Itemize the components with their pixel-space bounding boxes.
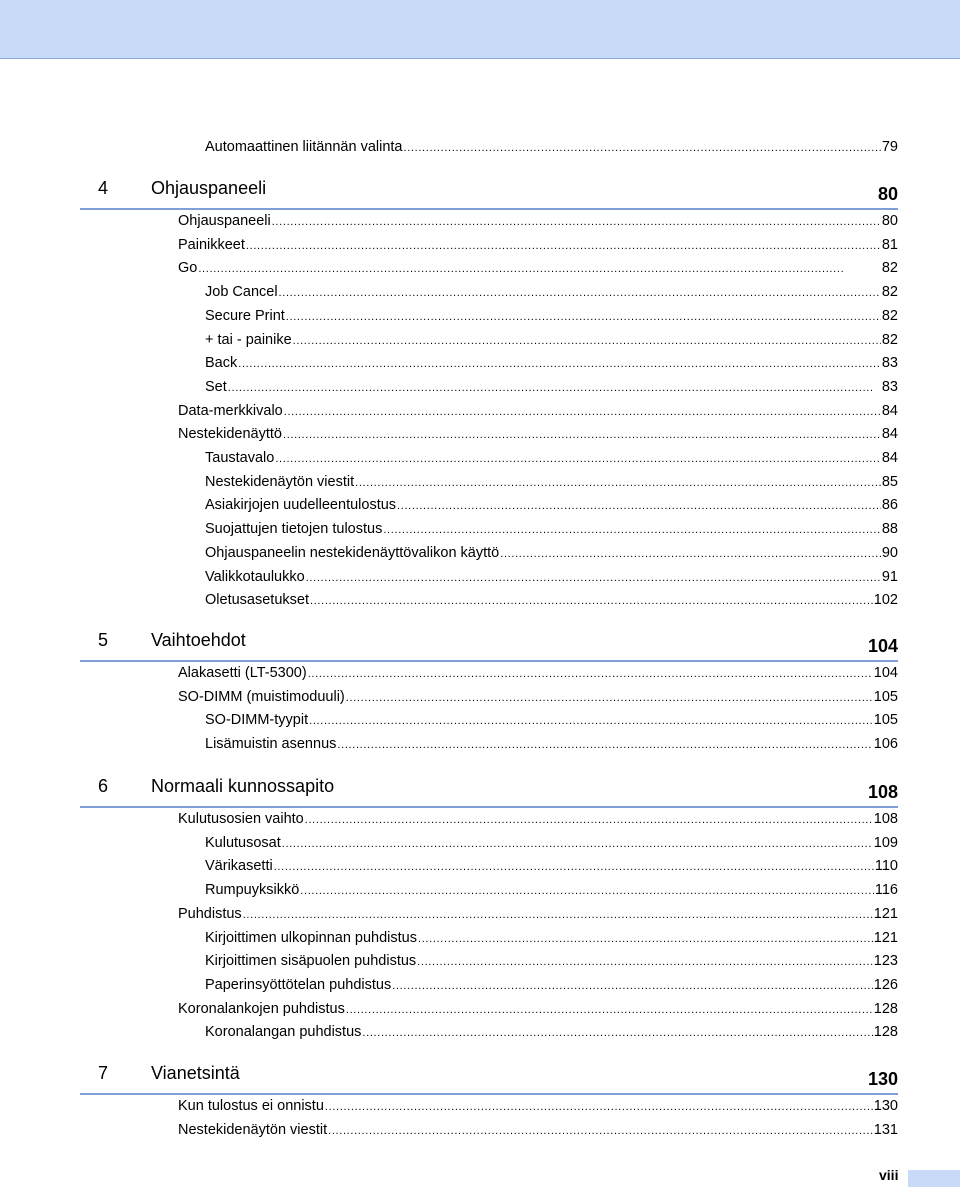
chapter-heading[interactable] xyxy=(80,1063,898,1095)
dot-leader xyxy=(309,711,873,731)
dot-leader xyxy=(308,664,873,684)
toc-entry-label: Kirjoittimen ulkopinnan puhdistus xyxy=(205,929,417,946)
toc-entry[interactable] xyxy=(205,353,898,373)
dot-leader xyxy=(293,331,881,351)
toc-entry-label: Ohjauspaneelin nestekidenäyttövalikon käyttö xyxy=(205,544,500,561)
toc-entry[interactable] xyxy=(205,975,898,995)
toc-entry-label: Kirjoittimen sisäpuolen puhdistus xyxy=(205,953,417,970)
dot-leader xyxy=(272,212,881,232)
toc-entry[interactable] xyxy=(178,258,898,278)
dot-leader xyxy=(283,425,881,445)
toc-entry[interactable] xyxy=(205,495,898,515)
toc-entry-label: Ohjauspaneeli xyxy=(178,213,271,229)
toc-entry[interactable] xyxy=(178,424,898,444)
dot-leader xyxy=(275,449,881,469)
toc-entry[interactable] xyxy=(205,306,898,326)
toc-entry-page: 90 xyxy=(881,544,898,561)
chapter-number: 5 xyxy=(98,630,109,650)
toc-entry-label: Puhdistus xyxy=(178,905,242,922)
chapter-heading[interactable] xyxy=(80,776,898,808)
dot-leader xyxy=(305,810,873,830)
header-band xyxy=(0,0,960,59)
toc-entry-label: Kulutusosat xyxy=(205,834,281,851)
toc-entry[interactable] xyxy=(205,472,898,492)
chapter-page: 108 xyxy=(867,782,898,802)
dot-leader xyxy=(355,473,881,493)
dot-leader xyxy=(383,520,881,540)
toc-entry-page: 80 xyxy=(881,213,898,229)
toc-entry-page: 121 xyxy=(873,929,898,946)
toc-entry[interactable] xyxy=(205,833,898,853)
toc-entry[interactable] xyxy=(178,211,898,231)
toc-entry-label: Alakasetti (LT-5300) xyxy=(178,665,307,681)
toc-entry[interactable] xyxy=(178,687,898,707)
toc-entry-page: 121 xyxy=(873,905,898,922)
toc-entry-label: Koronalangan puhdistus xyxy=(205,1024,362,1041)
toc-entry[interactable] xyxy=(205,519,898,539)
chapter-title: Vaihtoehdot xyxy=(151,630,246,650)
chapter-title: Ohjauspaneeli xyxy=(151,178,267,198)
toc-entry-label: Oletusasetukset xyxy=(205,592,309,609)
toc-entry[interactable] xyxy=(205,928,898,948)
chapter-page: 104 xyxy=(867,636,898,656)
chapter-number: 4 xyxy=(98,178,109,198)
toc-entry-label: Go xyxy=(178,260,198,277)
dot-leader xyxy=(243,905,873,925)
toc-entry-page: 130 xyxy=(873,1098,898,1114)
toc-entry-label: Back xyxy=(205,355,238,372)
toc-entry[interactable] xyxy=(205,567,898,587)
toc-entry[interactable] xyxy=(205,330,898,350)
toc-entry[interactable] xyxy=(178,235,898,255)
toc-entry-page: 110 xyxy=(874,858,898,875)
dot-leader xyxy=(300,881,874,901)
toc-entry-page: 123 xyxy=(873,953,898,970)
toc-entry[interactable] xyxy=(205,710,898,730)
toc-entry[interactable] xyxy=(178,1120,898,1140)
toc-entry-page: 88 xyxy=(881,521,898,538)
dot-leader xyxy=(310,591,873,611)
chapter-page: 130 xyxy=(867,1069,898,1089)
dot-leader xyxy=(284,402,881,422)
toc-entry[interactable] xyxy=(205,880,898,900)
toc-entry-label: Värikasetti xyxy=(205,858,273,875)
toc-entry-label: Rumpuyksikkö xyxy=(205,882,300,899)
toc-entry-label: Job Cancel xyxy=(205,284,278,301)
chapter-title: Normaali kunnossapito xyxy=(151,776,335,796)
toc-entry-page: 84 xyxy=(881,402,898,419)
dot-leader xyxy=(286,307,881,327)
dot-leader xyxy=(325,1097,873,1117)
toc-entry-label: Automaattinen liitännän valinta xyxy=(205,139,403,155)
dot-leader xyxy=(279,283,881,303)
toc-entry-page: 84 xyxy=(881,450,898,466)
toc-entry-page: 105 xyxy=(873,712,898,729)
dot-leader xyxy=(274,857,874,877)
toc-entry[interactable] xyxy=(205,448,898,468)
toc-entry[interactable] xyxy=(205,377,898,397)
toc-entry-page: 126 xyxy=(873,976,898,993)
toc-entry[interactable] xyxy=(205,951,898,971)
toc-entry[interactable] xyxy=(178,999,898,1019)
toc-entry-label: Kulutusosien vaihto xyxy=(178,811,304,827)
toc-entry-page: 84 xyxy=(881,426,898,443)
dot-leader xyxy=(198,259,881,279)
dot-leader xyxy=(282,834,873,854)
toc-entry-label: Suojattujen tietojen tulostus xyxy=(205,521,383,538)
toc-entry-label: + tai - painike xyxy=(205,331,292,348)
toc-entry-label: Paperinsyöttötelan puhdistus xyxy=(205,976,392,993)
toc-entry[interactable] xyxy=(205,590,898,610)
toc-entry[interactable] xyxy=(178,809,898,829)
dot-leader xyxy=(397,496,881,516)
toc-entry-label: Nestekidenäyttö xyxy=(178,426,282,443)
toc-entry-label: SO-DIMM (muistimoduuli) xyxy=(178,688,345,705)
dot-leader xyxy=(228,378,881,398)
dot-leader xyxy=(417,952,873,972)
toc-entry[interactable] xyxy=(205,543,898,563)
chapter-page: 80 xyxy=(877,184,898,204)
dot-leader xyxy=(306,568,881,588)
toc-entry-label: Secure Print xyxy=(205,307,285,324)
toc-entry-label: Nestekidenäytön viestit xyxy=(205,473,355,490)
chapter-title: Vianetsintä xyxy=(151,1063,240,1083)
toc-entry-label: Set xyxy=(205,378,227,395)
toc-entry-label: Taustavalo xyxy=(205,450,275,466)
chapter-number: 7 xyxy=(98,1063,109,1083)
toc-entry-page: 86 xyxy=(881,497,898,514)
toc-entry-label: Asiakirjojen uudelleentulostus xyxy=(205,497,397,514)
toc-entry-label: Valikkotaulukko xyxy=(205,568,305,585)
toc-entry-page: 116 xyxy=(874,882,898,899)
chapter-heading[interactable] xyxy=(80,630,898,662)
dot-leader xyxy=(404,138,881,158)
toc-entry-page: 109 xyxy=(873,834,898,851)
toc-entry[interactable] xyxy=(205,282,898,302)
dot-leader xyxy=(392,976,873,996)
chapter-heading[interactable] xyxy=(80,178,898,210)
toc-entry-label: SO-DIMM-tyypit xyxy=(205,712,309,729)
dot-leader xyxy=(500,544,881,564)
toc-entry-page: 128 xyxy=(873,1024,898,1041)
toc-entry[interactable] xyxy=(178,904,898,924)
toc-entry-label: Painikkeet xyxy=(178,236,245,253)
chapter-number: 6 xyxy=(98,776,109,796)
toc-entry[interactable] xyxy=(205,856,898,876)
toc-entry-page: 102 xyxy=(873,592,898,609)
dot-leader xyxy=(362,1023,872,1043)
footer-tab xyxy=(908,1170,960,1187)
dot-leader xyxy=(418,929,873,949)
toc-entry-page: 82 xyxy=(881,284,898,301)
toc-entry-page: 83 xyxy=(881,378,898,395)
toc-entry-page: 79 xyxy=(881,139,898,155)
toc-entry[interactable] xyxy=(205,1022,898,1042)
toc-entry[interactable] xyxy=(178,663,898,683)
toc-entry-page: 83 xyxy=(881,355,898,372)
toc-entry-label: Lisämuistin asennus xyxy=(205,736,337,753)
toc-entry-page: 82 xyxy=(881,260,898,277)
dot-leader xyxy=(238,354,881,374)
toc-entry-label: Koronalankojen puhdistus xyxy=(178,1000,345,1017)
toc-entry-page: 81 xyxy=(881,236,898,253)
dot-leader xyxy=(346,688,873,708)
toc-entry-label: Data-merkkivalo xyxy=(178,402,283,419)
toc-entry-page: 82 xyxy=(881,331,898,348)
toc-entry-page: 108 xyxy=(873,811,898,827)
toc-entry-page: 128 xyxy=(873,1000,898,1017)
toc-entry-page: 85 xyxy=(881,473,898,490)
dot-leader xyxy=(346,1000,873,1020)
toc-entry-page: 82 xyxy=(881,307,898,324)
toc-entry-page: 131 xyxy=(873,1121,898,1138)
dot-leader xyxy=(246,236,881,256)
toc-entry[interactable] xyxy=(205,734,898,754)
toc-entry-label: Nestekidenäytön viestit xyxy=(178,1121,328,1138)
dot-leader xyxy=(337,735,872,755)
toc-entry-label: Kun tulostus ei onnistu xyxy=(178,1098,324,1114)
toc-entry[interactable] xyxy=(178,401,898,421)
toc-entry[interactable] xyxy=(205,137,898,157)
page-number: viii xyxy=(879,1167,899,1183)
toc-entry-page: 105 xyxy=(873,688,898,705)
dot-leader xyxy=(328,1121,873,1141)
toc-entry-page: 91 xyxy=(881,568,898,585)
toc-entry-page: 104 xyxy=(873,665,898,681)
toc-entry[interactable] xyxy=(178,1096,898,1116)
toc-entry-page: 106 xyxy=(873,736,898,753)
